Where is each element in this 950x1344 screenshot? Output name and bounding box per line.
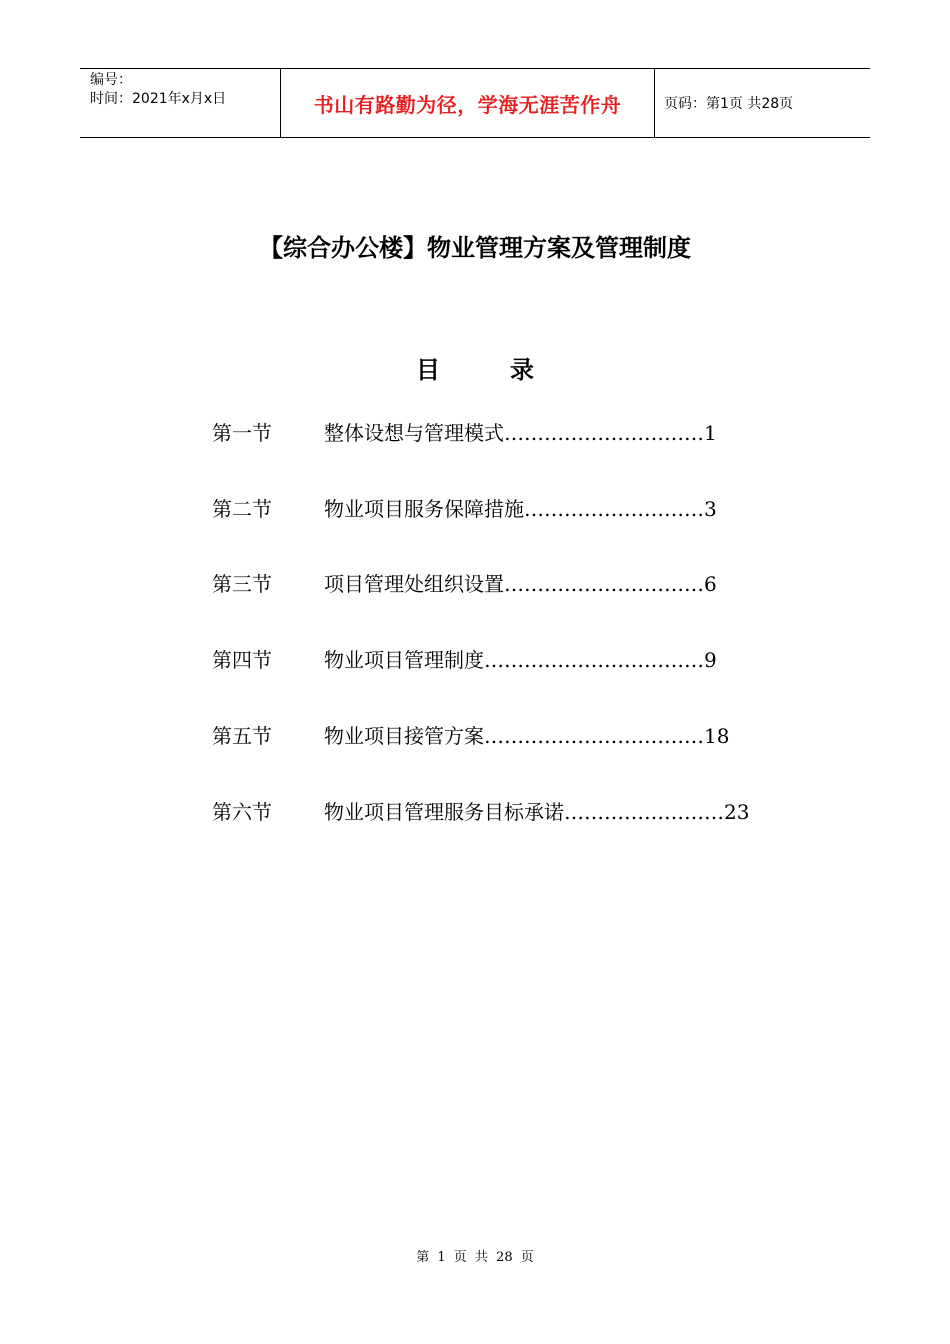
document-header (80, 68, 870, 138)
toc-section-label: 第一节 (212, 421, 272, 445)
toc-leader-dots: ………………………… (504, 421, 704, 445)
toc-page-number: 18 (704, 724, 730, 748)
page-footer: 第 1 页 共 28 页 (416, 1250, 534, 1265)
toc-page-number: 3 (704, 497, 717, 521)
motto-text: 书山有路勤为径，学海无涯苦作舟 (313, 92, 622, 117)
header-motto-cell (280, 69, 655, 137)
document-title: 【综合办公楼】物业管理方案及管理制度 (259, 234, 691, 262)
toc-leader-dots: …………………… (564, 800, 724, 824)
toc-leader-dots: …………………………… (484, 648, 704, 672)
toc-section-label: 第六节 (212, 800, 272, 824)
toc-entry-title: 整体设想与管理模式 (324, 421, 504, 445)
toc-page-number: 6 (704, 572, 717, 596)
toc-section-label: 第二节 (212, 497, 272, 521)
toc-entry-title: 物业项目服务保障措施 (324, 497, 524, 521)
toc-entry-title: 物业项目接管方案 (324, 724, 484, 748)
toc-page-number: 23 (724, 800, 750, 824)
header-meta-cell (80, 69, 280, 137)
toc-entry-title: 物业项目管理服务目标承诺 (324, 800, 564, 824)
toc-leader-dots: …………………………… (484, 724, 704, 748)
number-label: 编号： (90, 72, 132, 88)
header-page-cell (654, 69, 870, 137)
toc-entry-title: 物业项目管理制度 (324, 648, 484, 672)
toc-section-label: 第三节 (212, 572, 272, 596)
toc-leader-dots: ………………………… (504, 572, 704, 596)
toc-entry-title: 项目管理处组织设置 (324, 572, 504, 596)
toc-leader-dots: ……………………… (524, 497, 704, 521)
toc-heading: 目录 (416, 356, 604, 384)
page-info: 页码：第1页 共28页 (664, 96, 794, 112)
toc-section-label: 第四节 (212, 648, 272, 672)
time-label: 时间：2021年x月x日 (90, 91, 227, 107)
toc-page-number: 1 (704, 421, 717, 445)
toc-section-label: 第五节 (212, 724, 272, 748)
toc-page-number: 9 (704, 648, 717, 672)
